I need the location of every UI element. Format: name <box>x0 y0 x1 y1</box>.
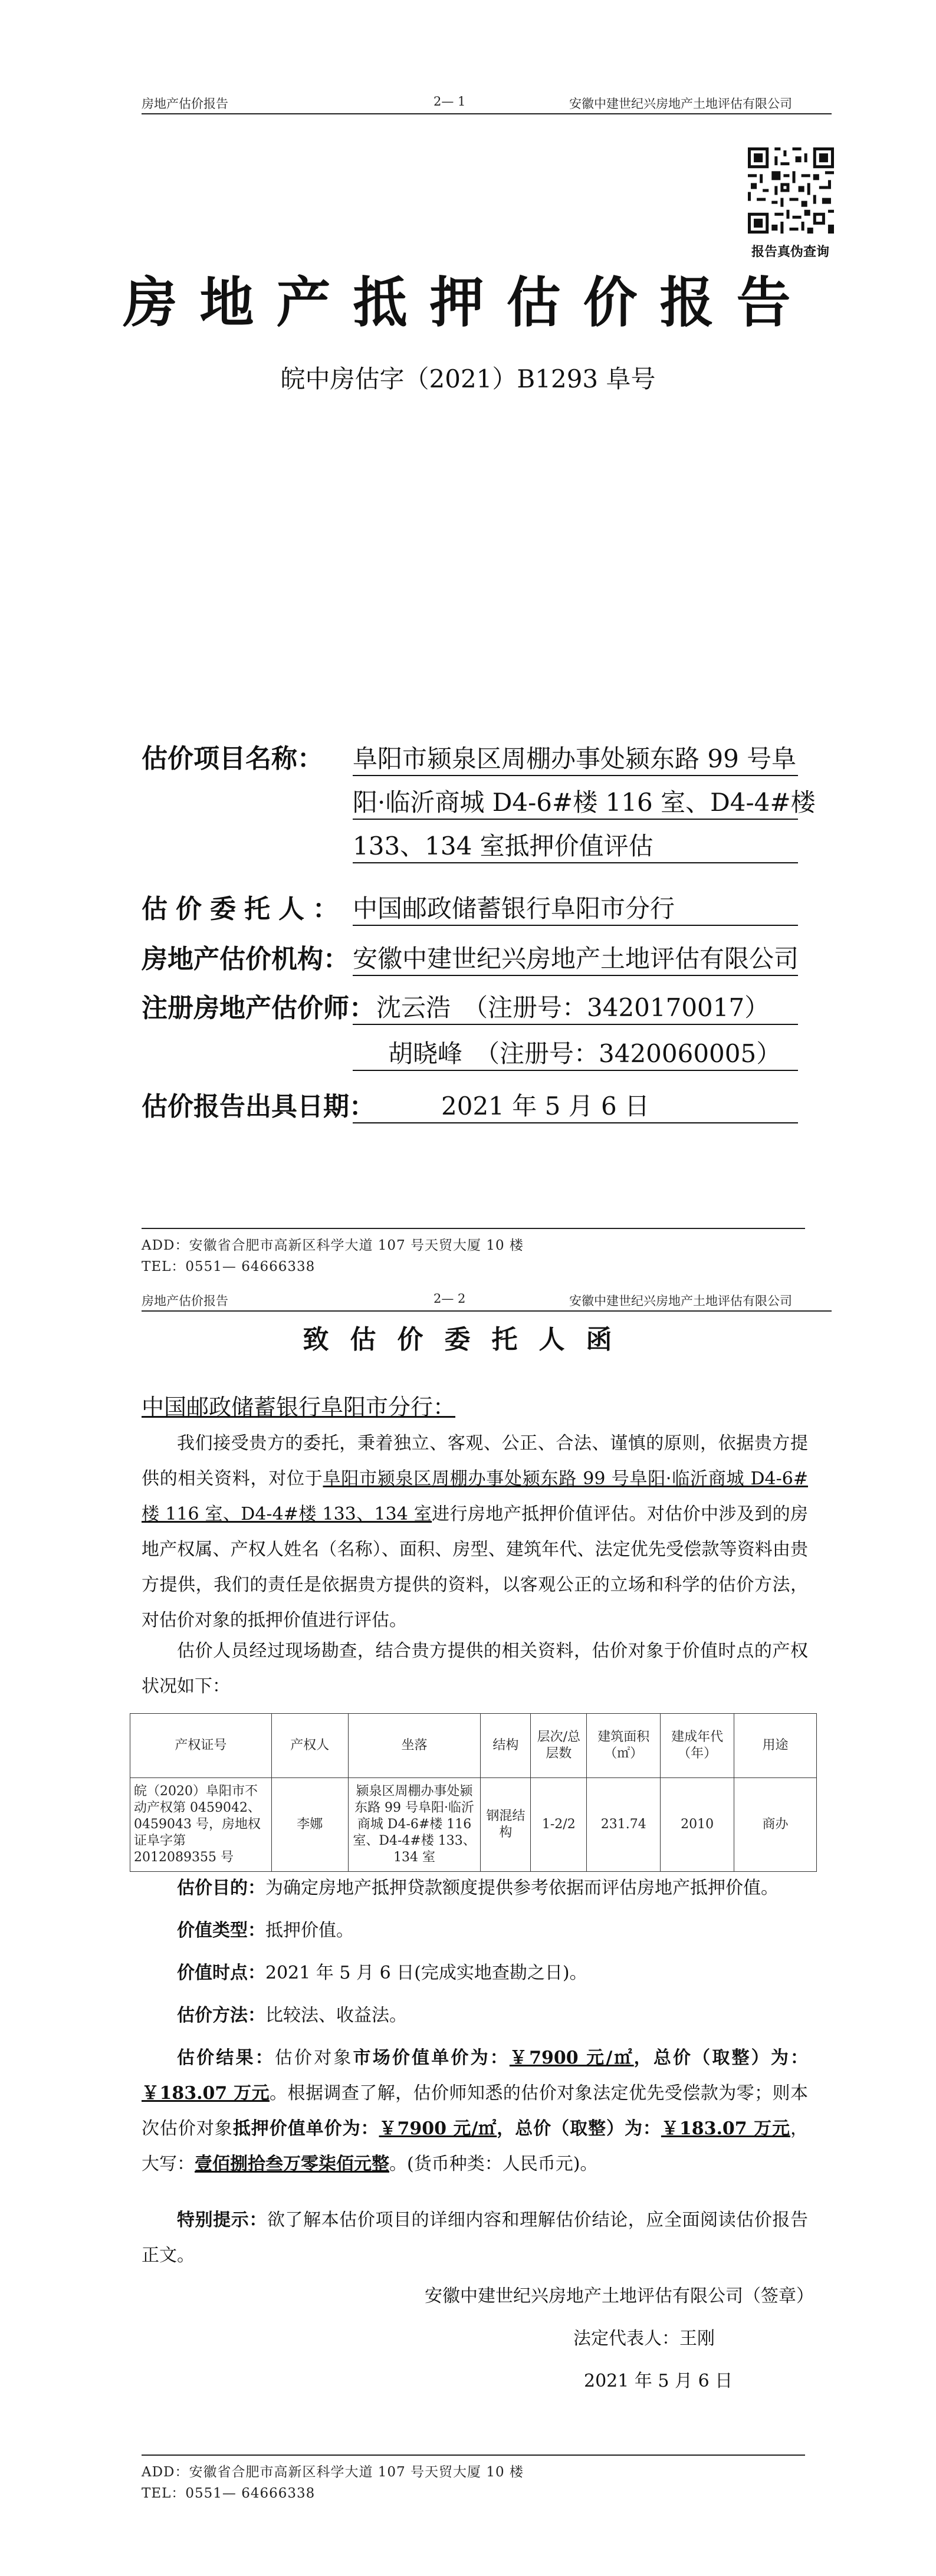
table-header: 建筑面积（㎡） <box>587 1714 661 1778</box>
project-name-line-3: 133、134 室抵押价值评估 <box>353 827 798 863</box>
footer-address: ADD：安徽省合肥市高新区科学大道 107 号天贸大厦 10 楼 <box>142 2465 524 2480</box>
header-left: 房地产估价报告 <box>142 97 228 111</box>
letter-title: 致估价委托人函 <box>303 1325 633 1355</box>
result-paragraph: 估价结果：估价对象市场价值单价为：￥7900 元/㎡，总价（取整）为：￥183.07 万元。根据调查了解，估价师知悉的估价对象法定优先受偿款为零；则本次估价对象抵押价值单价为：￥7900 元/㎡，总价（取整）为：￥183.07 万元，大写：壹佰捌拾叁万零柒佰元整。(货币种类：人民币元)。 <box>142 2048 809 2174</box>
purpose-line: 估价目的：为确定房地产抵押贷款额度提供参考依据而评估房地产抵押价值。 <box>177 1878 779 1898</box>
value-time-line: 价值时点：2021 年 5 月 6 日(完成实地查勘之日)。 <box>177 1963 587 1983</box>
agency-label: 房地产估价机构： <box>142 944 349 974</box>
market-total-price: ￥183.07 万元 <box>142 2083 270 2104</box>
table-header: 产权人 <box>271 1714 348 1778</box>
property-address: 阜阳市颍泉区周棚办事处颍东路 99 号阜阳·临沂商城 D4-6#楼 116 室、D4-4#楼 133、134 室 <box>142 1468 808 1524</box>
appraiser-1: 沈云浩 （注册号：3420170017） <box>353 988 798 1025</box>
market-unit-price: ￥7900 元/㎡ <box>509 2048 634 2068</box>
header-rule <box>142 113 832 114</box>
report-title: 房地产抵押估价报告 <box>123 271 813 334</box>
table-cell: 钢混结构 <box>481 1778 531 1872</box>
footer-rule <box>142 1228 805 1229</box>
client-label: 估价委托人： <box>142 894 347 924</box>
signature-company: 安徽中建世纪兴房地产土地评估有限公司（签章） <box>425 2286 814 2306</box>
table-cell: 1-2/2 <box>531 1778 587 1872</box>
table-cell: 商办 <box>734 1778 817 1872</box>
qr-caption: 报告真伪查询 <box>751 244 829 259</box>
mortgage-total-price: ￥183.07 万元 <box>661 2118 791 2139</box>
table-header: 用途 <box>734 1714 817 1778</box>
table-header: 坐落 <box>348 1714 481 1778</box>
table-header: 结构 <box>481 1714 531 1778</box>
table-header: 层次/总层数 <box>531 1714 587 1778</box>
paragraph-1: 我们接受贵方的委托，秉着独立、客观、公正、合法、谨慎的原则，依据贵方提供的相关资料，对位于阜阳市颍泉区周棚办事处颍东路 99 号阜阳·临沂商城 D4-6#楼 116 室、D4-4#楼 133、134 室进行房地产抵押价值评估。对估价中涉及到的房地产权属、产权人姓名（名称）、面积、房型、建筑年代、法定优先受偿款等资料由贵方提供，我们的责任是依据贵方提供的资料，以客观公正的立场和科学的估价方法，对估价对象的抵押价值进行评估。 <box>142 1433 808 1631</box>
legal-representative: 法定代表人：王刚 <box>573 2328 715 2349</box>
table-cell: 231.74 <box>587 1778 661 1872</box>
agency-value: 安徽中建世纪兴房地产土地评估有限公司 <box>353 939 798 976</box>
footer-rule <box>142 2455 805 2456</box>
table-cell: 2010 <box>661 1778 734 1872</box>
table-header-row <box>130 1714 817 1778</box>
table-cell: 李娜 <box>271 1778 348 1872</box>
header-page-number: 2— 2 <box>433 1292 466 1306</box>
property-rights-table <box>130 1713 817 1872</box>
mortgage-unit-price: ￥7900 元/㎡ <box>379 2118 497 2139</box>
header-rule <box>142 1310 832 1312</box>
paragraph-2: 估价人员经过现场勘查，结合贵方提供的相关资料，估价对象于价值时点的产权状况如下： <box>142 1641 808 1697</box>
issue-date-label: 估价报告出具日期： <box>142 1092 375 1122</box>
header-right: 安徽中建世纪兴房地产土地评估有限公司 <box>569 1294 792 1308</box>
client-value: 中国邮政储蓄银行阜阳市分行 <box>353 889 798 926</box>
qr-code-icon <box>748 147 834 234</box>
issue-date-value: 2021 年 5 月 6 日 <box>353 1087 798 1123</box>
table-cell: 颍泉区周棚办事处颍东路 99 号阜阳·临沂商城 D4-6#楼 116 室、D4-4#楼 133、134 室 <box>348 1778 481 1872</box>
footer-address: ADD：安徽省合肥市高新区科学大道 107 号天贸大厦 10 楼 <box>142 1238 524 1253</box>
amount-in-words: 壹佰捌拾叁万零柒佰元整 <box>195 2154 389 2174</box>
header-left: 房地产估价报告 <box>142 1294 228 1308</box>
header-page-number: 2— 1 <box>433 94 466 109</box>
table-header: 产权证号 <box>130 1714 272 1778</box>
table-header: 建成年代（年） <box>661 1714 734 1778</box>
value-type-line: 价值类型：抵押价值。 <box>177 1920 354 1941</box>
method-line: 估价方法：比较法、收益法。 <box>177 2005 407 2026</box>
table-cell: 皖（2020）阜阳市不动产权第 0459042、0459043 号，房地权证阜字第 2012089355 号 <box>130 1778 272 1872</box>
project-name-line-2: 阳·临沂商城 D4-6#楼 116 室、D4-4#楼 <box>353 783 798 820</box>
footer-tel: TEL：0551— 64666338 <box>142 1259 316 1274</box>
report-number: 皖中房估字（2021）B1293 阜号 <box>280 364 656 393</box>
salutation: 中国邮政储蓄银行阜阳市分行： <box>142 1394 456 1420</box>
project-name-line-1: 阜阳市颍泉区周棚办事处颍东路 99 号阜 <box>353 740 798 776</box>
project-name-label: 估价项目名称： <box>142 744 323 774</box>
signature-date: 2021 年 5 月 6 日 <box>584 2371 733 2391</box>
table-row <box>130 1778 817 1872</box>
footer-tel: TEL：0551— 64666338 <box>142 2486 316 2501</box>
appraiser-2: 胡晓峰 （注册号：3420060005） <box>353 1034 798 1071</box>
appraiser-label: 注册房地产估价师： <box>142 993 375 1023</box>
special-note: 特别提示：欲了解本估价项目的详细内容和理解估价结论，应全面阅读估价报告正文。 <box>142 2210 809 2266</box>
header-right: 安徽中建世纪兴房地产土地评估有限公司 <box>569 97 792 111</box>
